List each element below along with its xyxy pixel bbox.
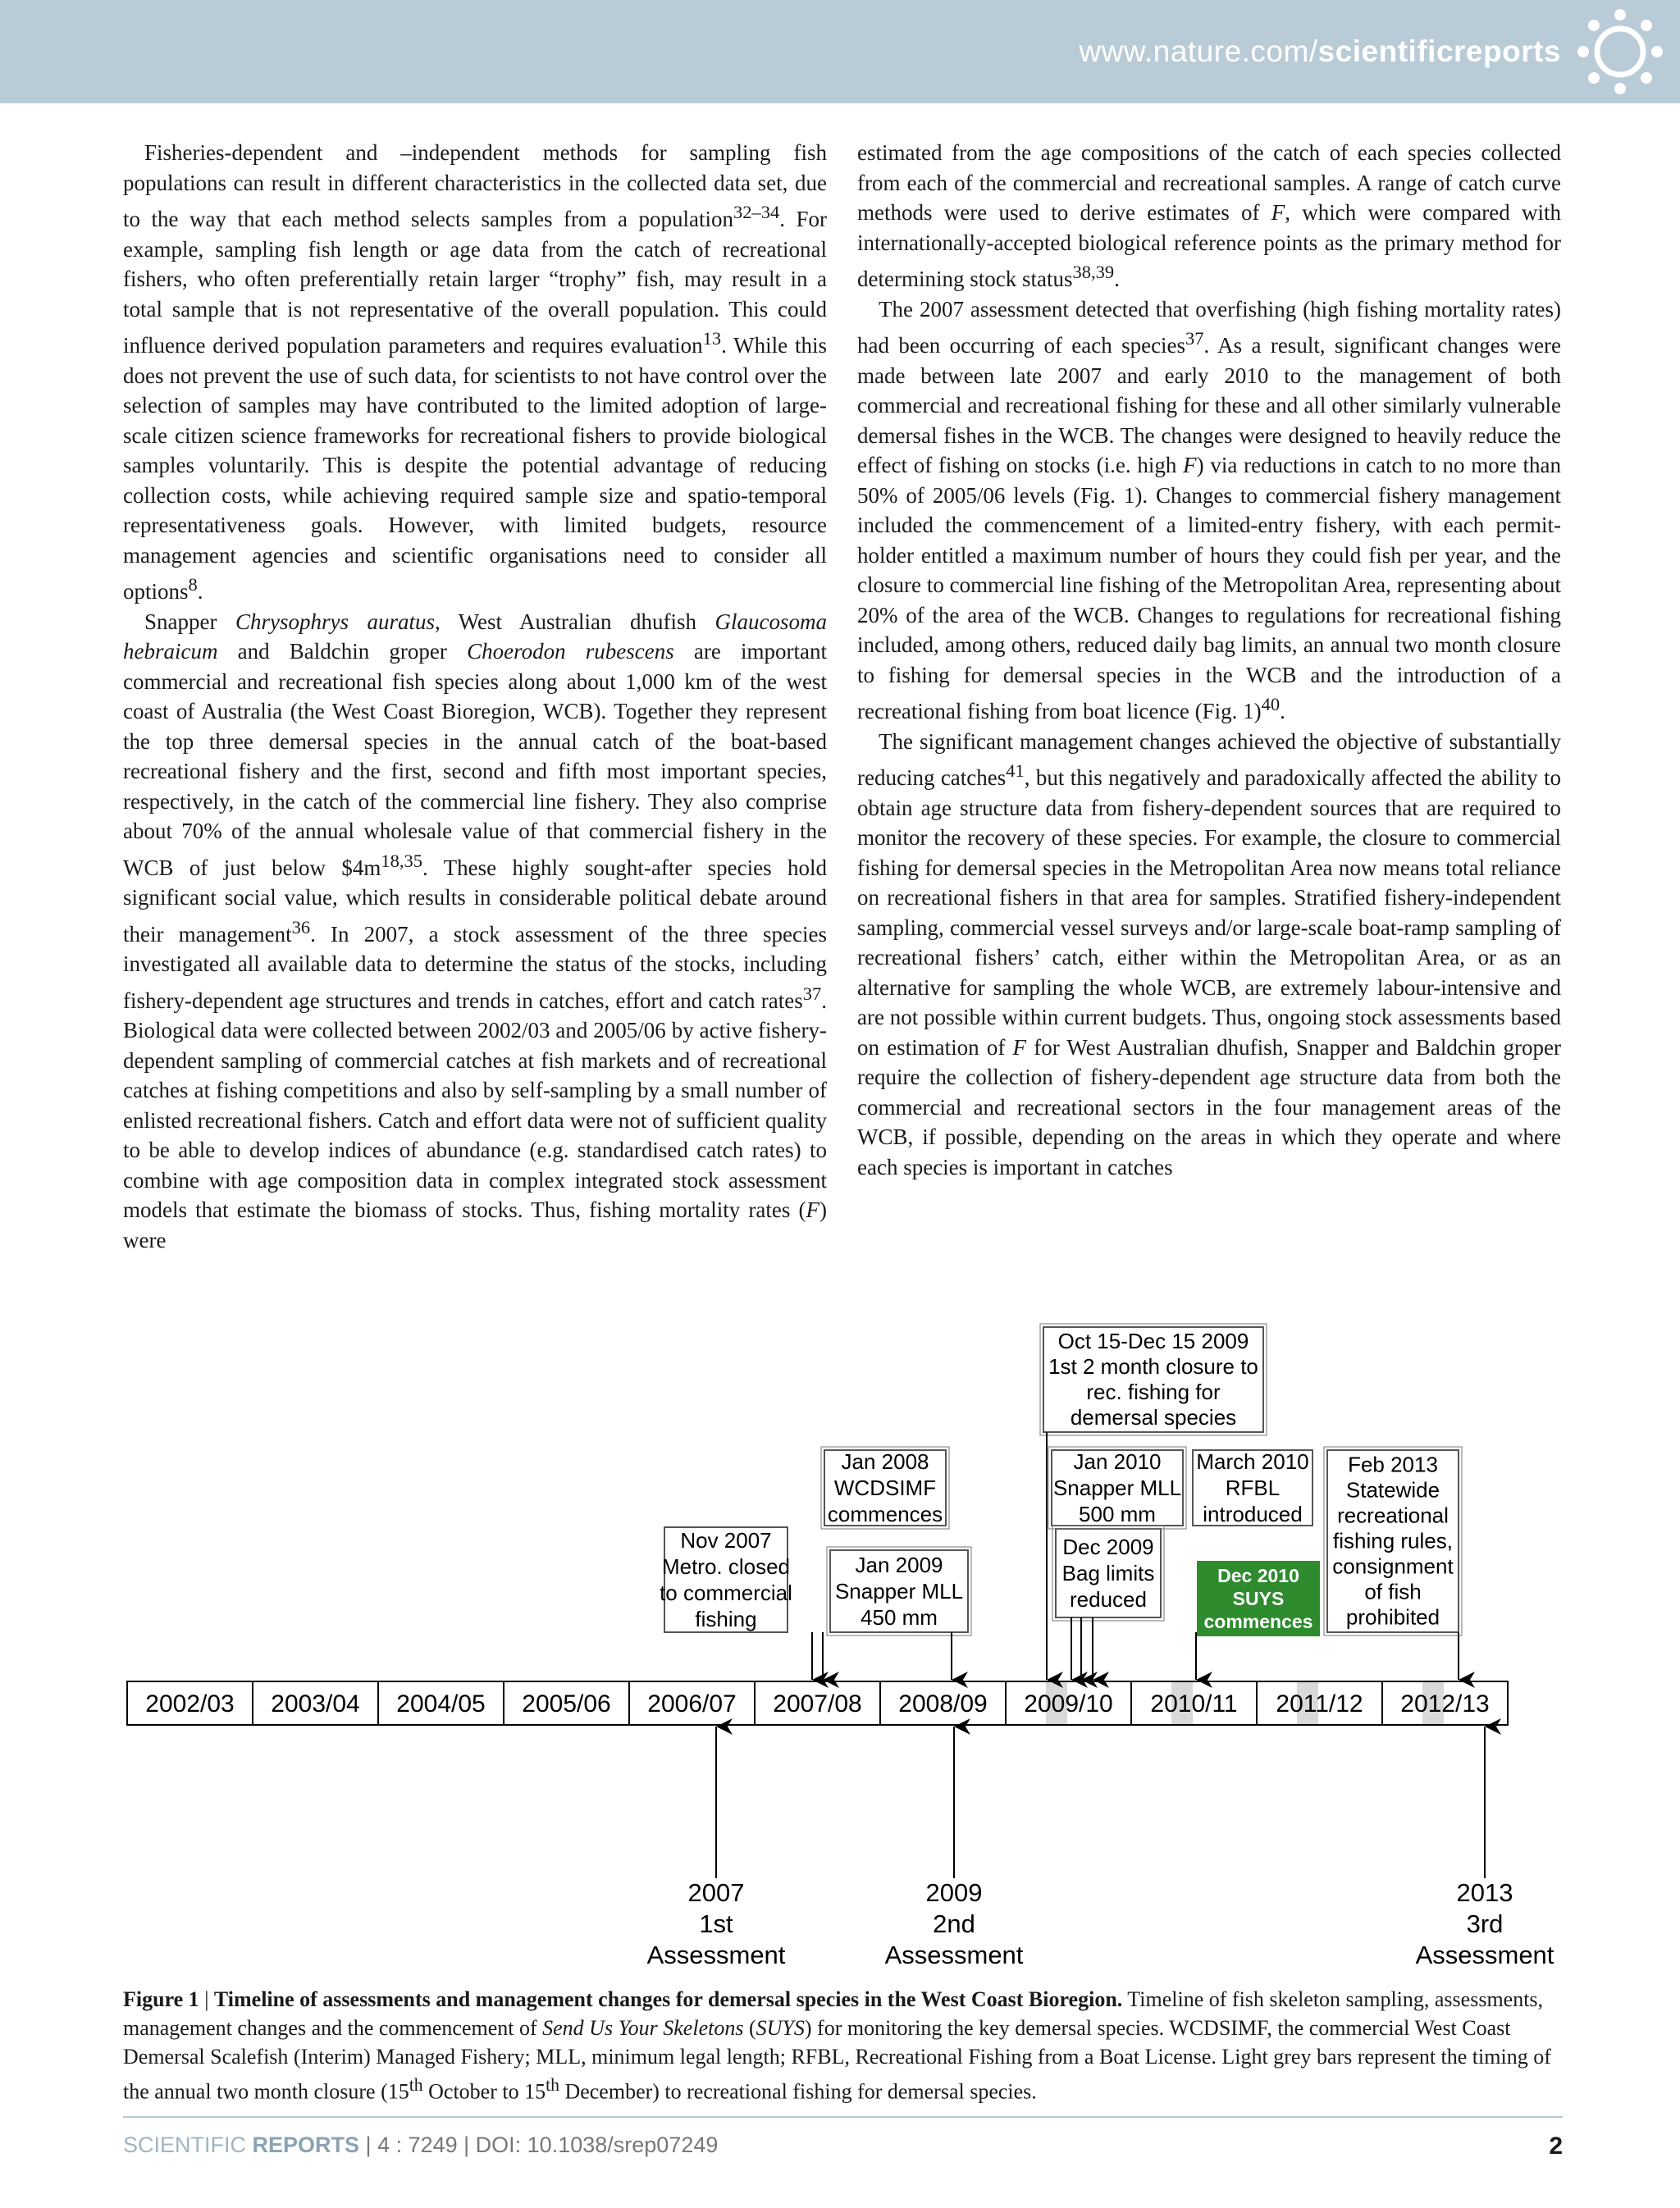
event-text: to commercial bbox=[660, 1580, 792, 1605]
year-label: 2011/12 bbox=[1276, 1690, 1363, 1718]
paragraph: The 2007 assessment detected that overfishing (high fishing mortality rates) had been occurring of each species$^{37}$. As a result, significant changes were made between late 2007 and early 2010 to the management of both commercial and recreational fishing for these and all other similarly vulnerable demersal fishes in the WCB. The changes were designed to heavily reduce the effect of fishing on stocks (i.e. high F) via reductions in catch to no more than 50% of 2005/06 levels (Fig. 1). Changes to commercial fishery management included the commencement of a limited-entry fishery, with each permit-holder entitled a maximum number of hours they could fish per year, and the closure to commercial line fishing of the Metropolitan Area, representing about 20% of the area of the WCB. Changes to regulations for recreational fishing included, among others, reduced daily bag limits, an annual two month closure to fishing for demersal species in the WCB and the introduction of a recreational fishing from boat licence (Fig. 1)$^{40}$. bbox=[857, 296, 1561, 723]
assessment-label: 3rd bbox=[1466, 1909, 1504, 1938]
figure-caption: Figure 1 | Timeline of assessments and management changes for demersal species in the West Coast Bioregion. Timeline of fish skeleton sampling, assessments, management changes and the commencement of Send Us Your Skeletons (SUYS) for monitoring the key demersal species. WCDSIMF, the commercial West Coast Demersal Scalefish (Interim) Managed Fishery; MLL, minimum legal length; RFBL, Recreational Fishing from a Boat License. Light grey bars represent the timing of the annual two month closure (15th October to 15th December) to recreational fishing for demersal species. bbox=[123, 1987, 1551, 2104]
paragraph: estimated from the age compositions of the catch of each species collected from each of the commercial and recreational samples. A range of catch curve methods were used to derive estimates of F, which were compared with internationally-accepted biological reference points as the primary method for determining stock status$^{38,39}$. bbox=[857, 140, 1562, 291]
event-text: fishing rules, bbox=[1333, 1528, 1453, 1553]
assessment-label: 2009 bbox=[925, 1878, 983, 1907]
year-label: 2009/10 bbox=[1024, 1690, 1113, 1718]
event-text: Nov 2007 bbox=[680, 1527, 772, 1553]
scientific-reports-logo-icon bbox=[1575, 7, 1665, 97]
event-text: Feb 2013 bbox=[1348, 1452, 1438, 1477]
event-text: Dec 2009 bbox=[1062, 1534, 1154, 1559]
journal-header-bar bbox=[0, 0, 1680, 103]
page-number: 2 bbox=[1549, 2133, 1563, 2160]
assessment-label: 1st bbox=[699, 1909, 733, 1938]
event-text: consignment bbox=[1332, 1553, 1454, 1579]
event-text: demersal species bbox=[1070, 1405, 1237, 1430]
event-text: WCDSIMF bbox=[833, 1475, 937, 1500]
year-label: 2003/04 bbox=[271, 1690, 360, 1718]
paragraph: Snapper Chrysophrys auratus, West Australian dhufish Glaucosoma hebraicum and Baldchin groper Choerodon rubescens are important commercial and recreational fish species along about 1,000 km of the west coast of Australia (the West Coast Bioregion, WCB). Together they represent the top three demersal species in the annual catch of the boat-based recreational fishery and the first, second and fifth most important species, respectively, in the catch of the commercial line fishery. They also comprise about 70% of the annual wholesale value of that commercial fishery in the WCB of just below $\$4m^{18,35}$. These highly sought-after species hold significant social value, which results in considerable political debate around their management$^{36}$. In 2007, a stock assessment of the three species investigated all available data to determine the status of the stocks, including fishery-dependent age structures and trends in catches, effort and catch rates$^{37}$. Biological data were collected between 2002/03 and 2005/06 by active fishery-dependent sampling of commercial catches at fish markets and of recreational catches at fishing competitions and also by self-sampling by a small number of enlisted recreational fishers. Catch and effort data were not of sufficient quality to be able to develop indices of abundance (e.g. standardised catch rates) to combine with age composition data in complex integrated stock assessment models that estimate the biomass of stocks. Thus, fishing mortality rates (F) were bbox=[123, 609, 827, 1252]
assessment-label: Assessment bbox=[646, 1941, 786, 1969]
event-text: rec. fishing for bbox=[1086, 1380, 1221, 1405]
event-text: Jan 2008 bbox=[841, 1448, 929, 1474]
assessment-label: 2013 bbox=[1456, 1878, 1513, 1907]
event-text: Jan 2010 bbox=[1073, 1448, 1162, 1474]
event-text: Dec 2010 bbox=[1217, 1564, 1299, 1586]
event-text: Statewide bbox=[1345, 1477, 1440, 1503]
event-text: Jan 2009 bbox=[855, 1552, 943, 1577]
year-label: 2006/07 bbox=[647, 1690, 737, 1718]
figure-1-timeline bbox=[0, 1312, 1680, 1985]
event-text: fishing bbox=[695, 1606, 757, 1631]
journal-name: SCIENTIFIC REPORTS bbox=[123, 2133, 360, 2157]
assessment-label: Assessment bbox=[884, 1941, 1024, 1969]
event-text: commences bbox=[827, 1501, 943, 1526]
assessment-label: Assessment bbox=[1415, 1941, 1554, 1969]
page-footer bbox=[123, 2133, 1563, 2158]
year-label: 2005/06 bbox=[522, 1690, 611, 1718]
paragraph: Fisheries-dependent and –independent methods for sampling fish populations can result in different characteristics in the collected data set, due to the way that each method selects samples from a population$^{32-34}$. For example, sampling fish length or age data from the catch of recreational fishers, who often preferentially retain larger “trophy” fish, may result in a total sample that is not representative of the overall population. This could influence derived population parameters and requires evaluation$^{13}$. While this does not prevent the use of such data, for scientists to not have control over the selection of samples may have contributed to the limited adoption of large-scale citizen science frameworks for recreational fishers to provide biological samples voluntarily. This is despite the potential advantage of reducing collection costs, while achieving required sample size and spatio-temporal representativeness goals. However, with limited budgets, resource management agencies and scientific organisations need to consider all options$^8$. bbox=[123, 140, 827, 604]
event-text: reduced bbox=[1070, 1586, 1147, 1612]
event-text: commences bbox=[1203, 1610, 1313, 1632]
event-text: Snapper MLL bbox=[1052, 1475, 1182, 1500]
event-text: RFBL bbox=[1225, 1475, 1281, 1500]
event-text: Snapper MLL bbox=[834, 1578, 964, 1604]
right-text-column bbox=[857, 138, 1561, 1182]
event-text: 500 mm bbox=[1079, 1501, 1156, 1526]
event-text: 1st 2 month closure to bbox=[1048, 1354, 1258, 1380]
event-text: Metro. closed bbox=[661, 1553, 791, 1579]
event-text: Oct 15-Dec 15 2009 bbox=[1057, 1329, 1249, 1354]
event-text: March 2010 bbox=[1196, 1448, 1309, 1474]
journal-url[interactable]: www.nature.com/scientificreports bbox=[1079, 34, 1561, 68]
event-text: SUYS bbox=[1232, 1587, 1285, 1609]
year-label: 2012/13 bbox=[1400, 1690, 1490, 1718]
timeline-diagram bbox=[0, 1312, 1680, 1985]
footer-divider bbox=[123, 2116, 1563, 2118]
event-text: recreational bbox=[1337, 1503, 1449, 1528]
paragraph: The significant management changes achieved the objective of substantially reducing catches$^{41}$, but this negatively and paradoxically affected the ability to obtain age structure data from fishery-dependent sources that are required to monitor the recovery of these species. For example, the closure to commercial fishing for demersal species in the Metropolitan Area now means total reliance on recreational fishers in that area for samples. Stratified fishery-independent sampling, commercial vessel surveys and/or large-scale boat-ramp sampling of recreational fishers’ catch, either within the Metropolitan Area, or as an alternative for sampling the whole WCB, are extremely labour-intensive and are not possible within current budgets. Thus, ongoing stock assessments based on estimation of F for West Australian dhufish, Snapper and Baldchin groper require the collection of fishery-dependent age structure data from both the commercial and recreational sectors in the four management areas of the WCB, if possible, depending on the areas in which they operate and where each species is important in catches bbox=[857, 728, 1561, 1179]
citation: | 4 : 7249 | DOI: 10.1038/srep07249 bbox=[359, 2133, 719, 2157]
year-label: 2010/11 bbox=[1150, 1690, 1238, 1718]
left-text-column bbox=[123, 138, 827, 1255]
event-text: of fish bbox=[1364, 1579, 1422, 1604]
year-label: 2008/09 bbox=[898, 1690, 988, 1718]
event-text: introduced bbox=[1203, 1501, 1303, 1526]
year-label: 2004/05 bbox=[396, 1690, 486, 1718]
event-text: Bag limits bbox=[1061, 1560, 1155, 1585]
year-label: 2002/03 bbox=[145, 1690, 235, 1718]
assessment-label: 2nd bbox=[933, 1909, 975, 1938]
event-text: prohibited bbox=[1345, 1604, 1440, 1630]
event-text: 450 mm bbox=[861, 1604, 938, 1630]
year-label: 2007/08 bbox=[773, 1690, 862, 1718]
assessment-label: 2007 bbox=[687, 1878, 745, 1907]
